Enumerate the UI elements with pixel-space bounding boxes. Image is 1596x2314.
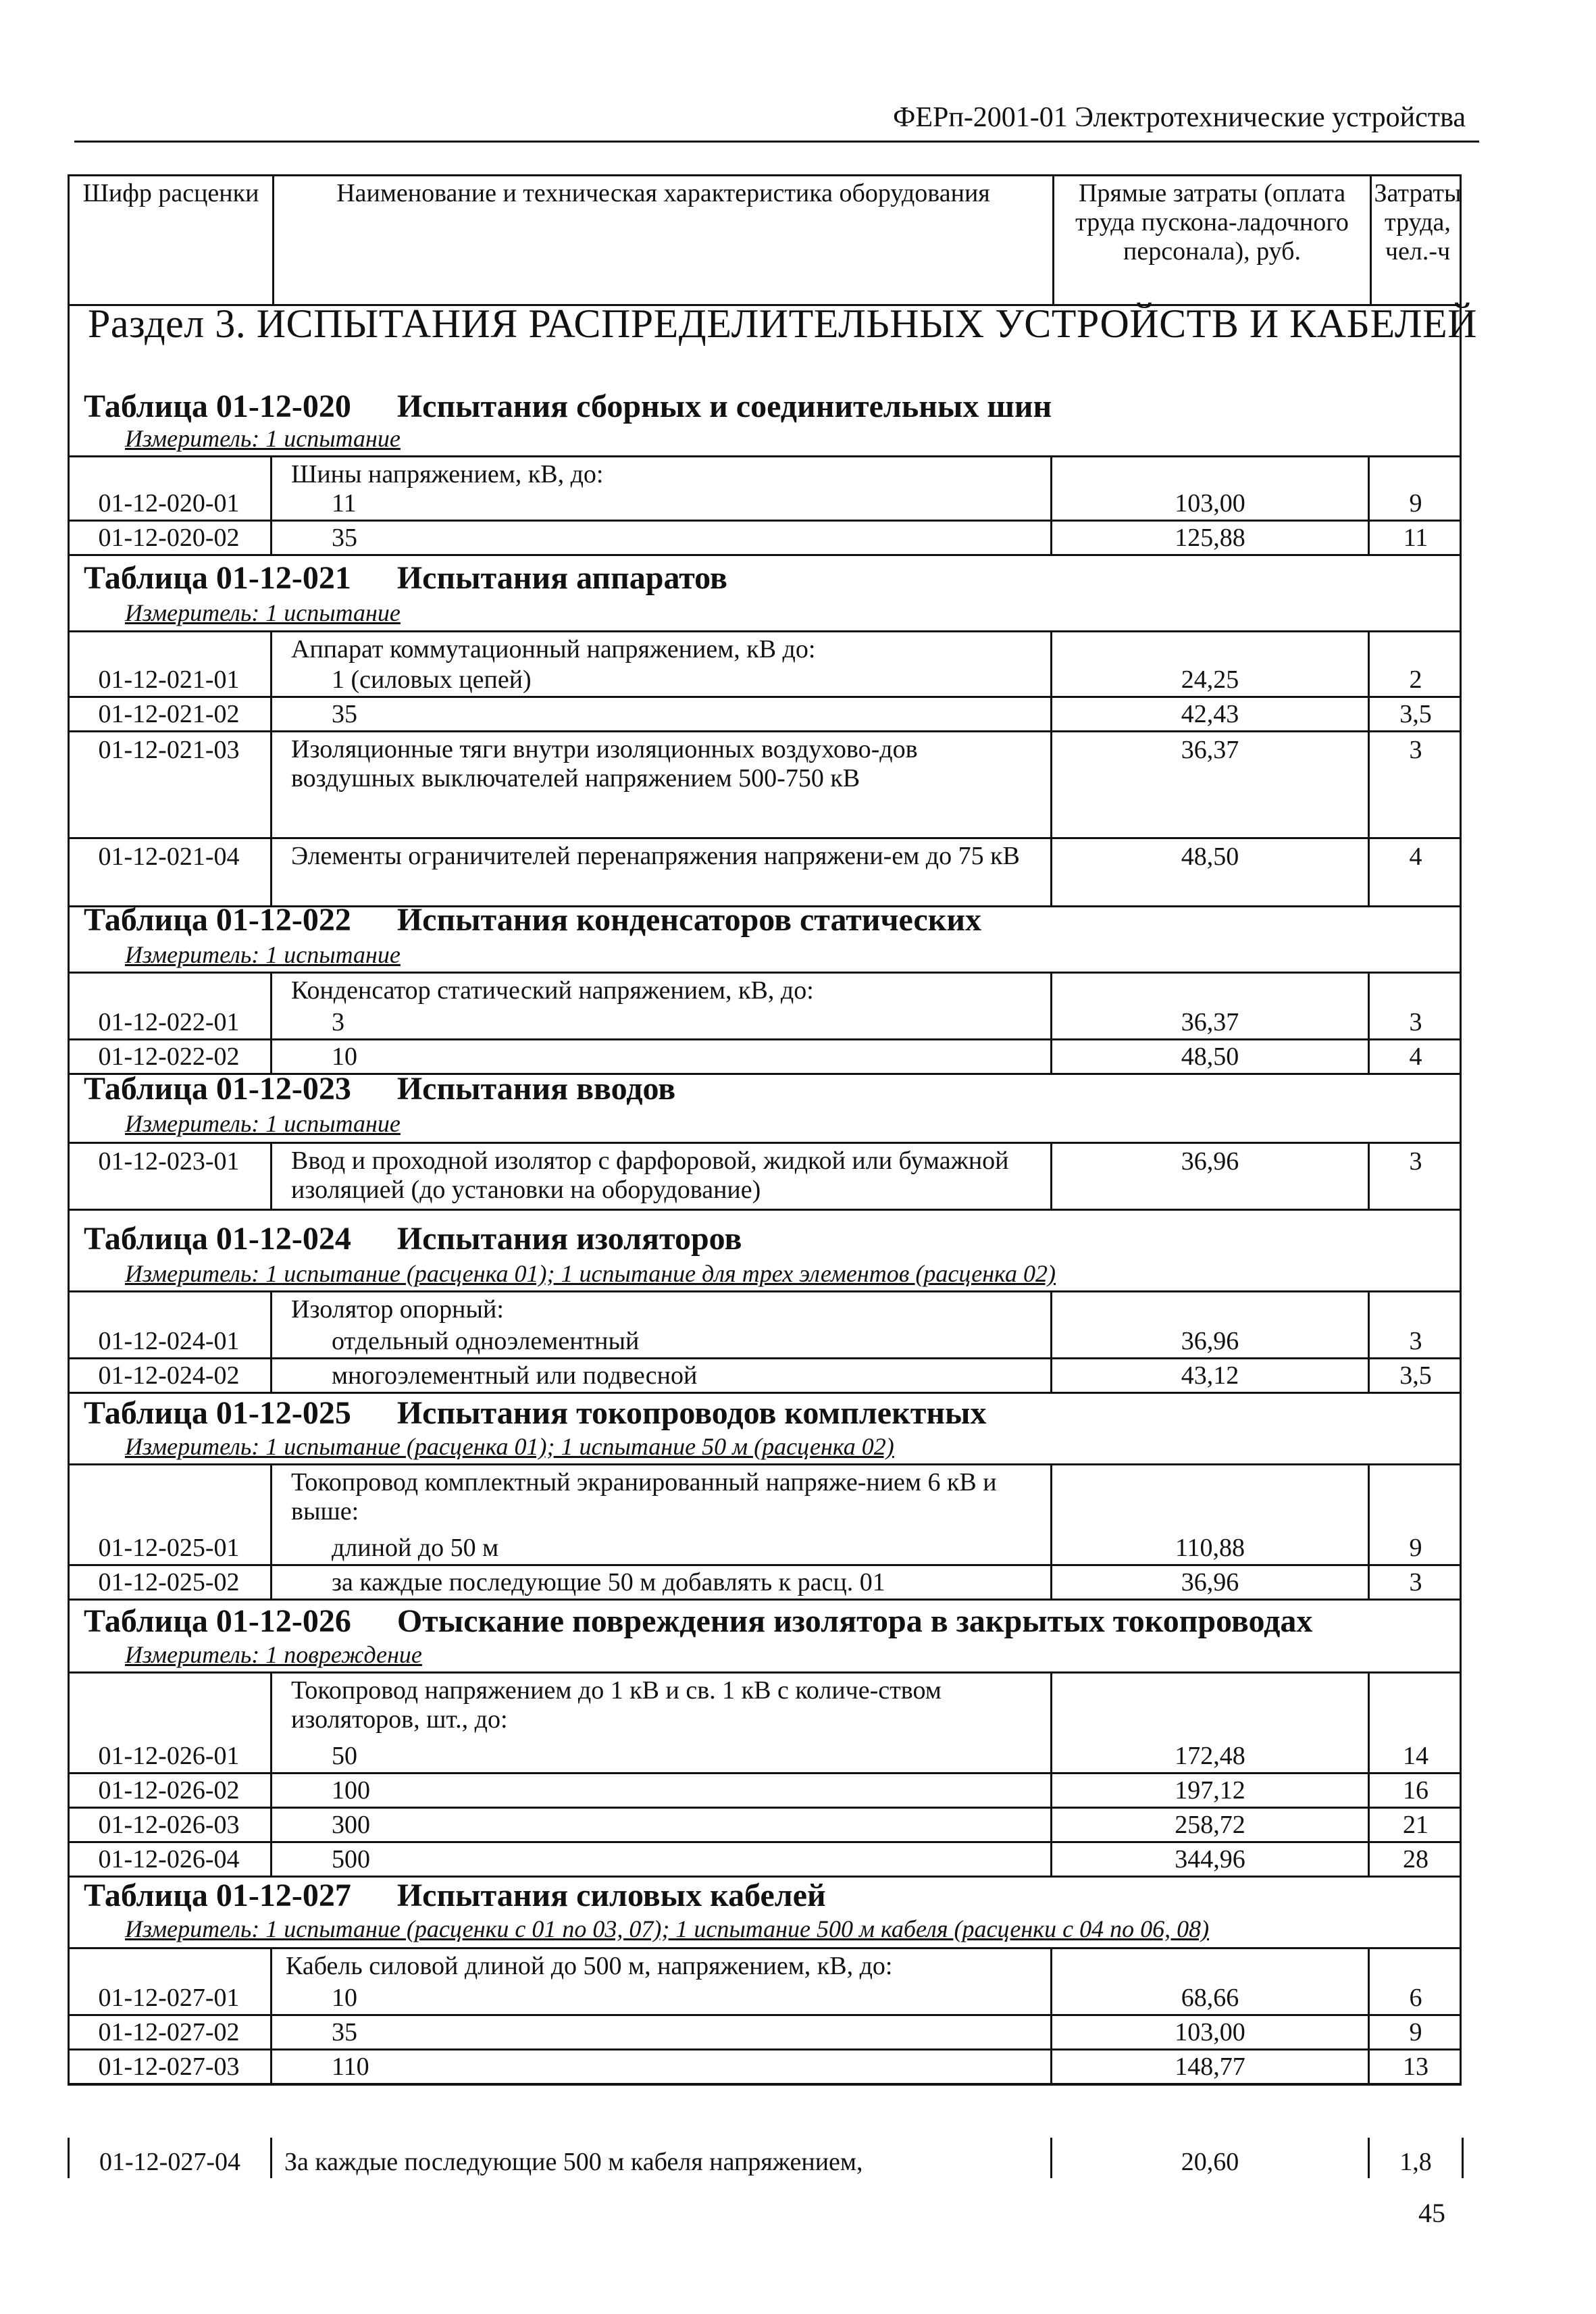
table-number: Таблица 01-12-021 <box>84 560 351 596</box>
table-row <box>68 457 1462 522</box>
table-name: Испытания вводов <box>396 1071 676 1107</box>
table-rows <box>68 1463 1462 1601</box>
table-title <box>84 388 1052 425</box>
item-name: 11 <box>332 489 357 518</box>
group-label: Конденсатор статический напряжением, кВ, до: <box>291 976 814 1005</box>
labor-cost: 3 <box>1409 1147 1422 1176</box>
labor-cost: 21 <box>1403 1811 1428 1839</box>
direct-cost: 148,77 <box>1175 2053 1245 2081</box>
table-number: Таблица 01-12-020 <box>84 388 351 424</box>
item-name: Элементы ограничителей перенапряжения напряжени-ем до 75 кВ <box>291 842 1020 870</box>
group-label: Аппарат коммутационный напряжением, кВ до: <box>291 635 816 663</box>
item-name: 300 <box>332 1811 370 1839</box>
direct-cost: 36,37 <box>1181 736 1239 764</box>
table-title <box>84 559 727 597</box>
table-measure: Измеритель: 1 испытание (расценки с 01 по 03, 07); 1 испытание 500 м кабеля (расценки с 04 по 06, 08) <box>125 1915 1210 1942</box>
table-row <box>68 1774 1462 1809</box>
direct-cost: 24,25 <box>1181 665 1239 694</box>
rate-code: 01-12-025-01 <box>98 1534 240 1562</box>
table-title <box>84 1877 826 1914</box>
direct-cost: 103,00 <box>1175 489 1245 518</box>
rate-code: 01-12-022-01 <box>98 1008 240 1036</box>
rate-code: 01-12-022-02 <box>98 1042 240 1071</box>
table-row <box>68 1843 1462 1878</box>
header-rule <box>74 141 1479 143</box>
direct-cost: 172,48 <box>1175 1742 1245 1770</box>
table-row <box>68 732 1462 839</box>
direct-cost: 36,96 <box>1181 1327 1239 1355</box>
table-row <box>68 1465 1462 1566</box>
item-name: за каждые последующие 50 м добавлять к расц. 01 <box>332 1568 885 1596</box>
table-number: Таблица 01-12-024 <box>84 1221 351 1257</box>
table-row <box>68 974 1462 1040</box>
item-name: отдельный одноэлементный <box>332 1327 640 1355</box>
direct-cost: 43,12 <box>1181 1361 1239 1390</box>
item-name: Изоляционные тяги внутри изоляционных воздухово-дов воздушных выключателей напряжением 500-750 кВ <box>291 735 918 793</box>
item-name: Ввод и проходной изолятор с фарфоровой, жидкой или бумажной изоляцией (до установки на оборудование) <box>291 1147 1009 1204</box>
table-name: Испытания токопроводов комплектных <box>396 1395 987 1431</box>
table-row <box>68 1566 1462 1601</box>
table-row <box>68 522 1462 556</box>
labor-cost: 14 <box>1403 1742 1428 1770</box>
table-number: Таблица 01-12-022 <box>84 902 351 938</box>
right-edge <box>1462 2138 1464 2178</box>
rate-code: 01-12-027-04 <box>99 2148 240 2176</box>
rate-code: 01-12-024-02 <box>98 1361 240 1390</box>
table-row <box>68 1144 1462 1211</box>
table-measure: Измеритель: 1 повреждение <box>125 1641 422 1668</box>
direct-cost: 103,00 <box>1175 2018 1245 2046</box>
direct-cost: 36,96 <box>1181 1147 1239 1176</box>
table-name: Испытания силовых кабелей <box>396 1878 826 1913</box>
item-name: 10 <box>332 1984 357 2012</box>
labor-cost: 3,5 <box>1399 1361 1432 1390</box>
direct-cost: 125,88 <box>1175 524 1245 552</box>
rate-code: 01-12-027-02 <box>98 2018 240 2046</box>
item-name: многоэлементный или подвесной <box>332 1361 698 1390</box>
table-row <box>68 839 1462 907</box>
table-row <box>68 632 1462 698</box>
column-header <box>68 174 1462 306</box>
table-name: Испытания аппаратов <box>396 560 727 596</box>
item-name: длиной до 50 м <box>332 1534 499 1562</box>
table-rows <box>68 972 1462 1075</box>
table-rows <box>68 630 1462 907</box>
group-label: Изолятор опорный: <box>291 1295 504 1324</box>
labor-cost: 13 <box>1403 2053 1428 2081</box>
table-name: Испытания изоляторов <box>396 1221 742 1257</box>
table-name: Отыскание повреждения изолятора в закрытых токопроводах <box>396 1603 1313 1639</box>
item-name: 10 <box>332 1042 357 1071</box>
labor-cost: 3 <box>1409 1008 1422 1036</box>
labor-cost: 9 <box>1409 1534 1422 1562</box>
labor-cost: 3 <box>1409 736 1422 764</box>
item-name: 110 <box>332 2053 369 2081</box>
labor-cost: 11 <box>1403 524 1428 552</box>
item-name: 50 <box>332 1742 357 1770</box>
direct-cost: 344,96 <box>1175 1845 1245 1873</box>
direct-cost: 48,50 <box>1181 842 1239 871</box>
item-name: 35 <box>332 2018 357 2046</box>
direct-cost: 197,12 <box>1175 1776 1245 1805</box>
direct-cost: 110,88 <box>1175 1534 1245 1562</box>
rate-code: 01-12-026-04 <box>98 1845 240 1873</box>
labor-cost: 1,8 <box>1399 2148 1432 2176</box>
labor-cost: 16 <box>1403 1776 1428 1805</box>
rate-code: 01-12-026-01 <box>98 1742 240 1770</box>
group-label: Шины напряжением, кВ, до: <box>291 460 604 488</box>
labor-cost: 2 <box>1409 665 1422 694</box>
labor-cost: 9 <box>1409 2018 1422 2046</box>
table-measure: Измеритель: 1 испытание (расценка 01); 1 испытание 50 м (расценка 02) <box>125 1433 894 1460</box>
rate-code: 01-12-027-01 <box>98 1984 240 2012</box>
continuation-row <box>68 2138 1462 2178</box>
labor-cost: 28 <box>1403 1845 1428 1873</box>
direct-cost: 42,43 <box>1181 700 1239 728</box>
table-name: Испытания конденсаторов статических <box>396 902 982 938</box>
direct-cost: 68,66 <box>1181 1984 1239 2012</box>
table-row <box>68 1949 1462 2016</box>
rate-code: 01-12-026-02 <box>98 1776 240 1805</box>
rate-code: 01-12-023-01 <box>98 1147 240 1176</box>
rate-code: 01-12-021-01 <box>98 665 240 694</box>
direct-cost: 36,37 <box>1181 1008 1239 1036</box>
table-number: Таблица 01-12-026 <box>84 1603 351 1639</box>
labor-cost: 4 <box>1409 1042 1422 1071</box>
running-head: ФЕРп-2001-01 Электротехнические устройства <box>893 102 1466 133</box>
table-measure: Измеритель: 1 испытание <box>125 941 401 968</box>
column-labor: Затраты труда, чел.-ч <box>1370 176 1464 304</box>
table-number: Таблица 01-12-027 <box>84 1878 351 1913</box>
table-name: Испытания сборных и соединительных шин <box>396 388 1052 424</box>
rate-code: 01-12-020-02 <box>98 524 240 552</box>
table-measure: Измеритель: 1 испытание <box>125 599 401 626</box>
rate-code: 01-12-026-03 <box>98 1811 240 1839</box>
table-rows <box>68 1671 1462 1878</box>
table-title <box>84 1394 986 1432</box>
table-rows <box>68 1290 1462 1394</box>
rate-code: 01-12-020-01 <box>98 489 240 518</box>
rate-code: 01-12-021-04 <box>98 842 240 871</box>
column-direct-costs: Прямые затраты (оплата труда пускона-ладочного персонала), руб. <box>1052 176 1370 304</box>
table-row <box>68 698 1462 732</box>
table-row <box>68 1292 1462 1359</box>
item-name: 35 <box>332 524 357 552</box>
column-name: Наименование и техническая характеристика оборудования <box>272 176 1052 304</box>
direct-cost: 20,60 <box>1181 2148 1239 2176</box>
item-name: 500 <box>332 1845 370 1873</box>
table-row <box>68 2051 1462 2085</box>
section-title: Раздел 3. ИСПЫТАНИЯ РАСПРЕДЕЛИТЕЛЬНЫХ УСТРОЙСТВ И КАБЕЛЕЙ <box>88 301 1478 346</box>
rate-code: 01-12-021-02 <box>98 700 240 728</box>
table-title <box>84 901 981 938</box>
labor-cost: 3 <box>1409 1568 1422 1596</box>
group-label: Токопровод комплектный экранированный напряже-нием 6 кВ и выше: <box>291 1468 997 1526</box>
table-title <box>84 1603 1312 1640</box>
item-name: 100 <box>332 1776 370 1805</box>
item-name: 35 <box>332 700 357 728</box>
item-name: За каждые последующие 500 м кабеля напряжением, <box>284 2148 863 2176</box>
table-title <box>84 1070 675 1107</box>
item-name: 3 <box>332 1008 344 1036</box>
table-row <box>68 1674 1462 1774</box>
labor-cost: 3 <box>1409 1327 1422 1355</box>
table-measure: Измеритель: 1 испытание <box>125 425 401 452</box>
item-name: 1 (силовых цепей) <box>332 665 532 694</box>
table-row <box>68 1809 1462 1843</box>
table-row <box>68 2016 1462 2051</box>
group-label: Токопровод напряжением до 1 кВ и св. 1 кВ с количе-ством изоляторов, шт., до: <box>291 1676 942 1734</box>
direct-cost: 48,50 <box>1181 1042 1239 1071</box>
table-title <box>84 1220 742 1257</box>
labor-cost: 9 <box>1409 489 1422 518</box>
direct-cost: 258,72 <box>1175 1811 1245 1839</box>
table-rows <box>68 1947 1462 2085</box>
labor-cost: 4 <box>1409 842 1422 871</box>
rate-code: 01-12-024-01 <box>98 1327 240 1355</box>
rate-code: 01-12-025-02 <box>98 1568 240 1596</box>
page-number: 45 <box>1418 2198 1445 2228</box>
table-measure: Измеритель: 1 испытание (расценка 01); 1 испытание для трех элементов (расценка 02) <box>125 1260 1056 1287</box>
direct-cost: 36,96 <box>1181 1568 1239 1596</box>
table-number: Таблица 01-12-023 <box>84 1071 351 1107</box>
table-row <box>68 1359 1462 1394</box>
rate-code: 01-12-027-03 <box>98 2053 240 2081</box>
group-label: Кабель силовой длиной до 500 м, напряжением, кВ, до: <box>286 1952 893 1980</box>
labor-cost: 6 <box>1409 1984 1422 2012</box>
rate-code: 01-12-021-03 <box>98 736 240 764</box>
table-rows <box>68 1142 1462 1211</box>
table-rows <box>68 455 1462 556</box>
table-number: Таблица 01-12-025 <box>84 1395 351 1431</box>
column-code: Шифр расценки <box>82 179 259 207</box>
labor-cost: 3,5 <box>1399 700 1432 728</box>
table-measure: Измеритель: 1 испытание <box>125 1110 401 1137</box>
